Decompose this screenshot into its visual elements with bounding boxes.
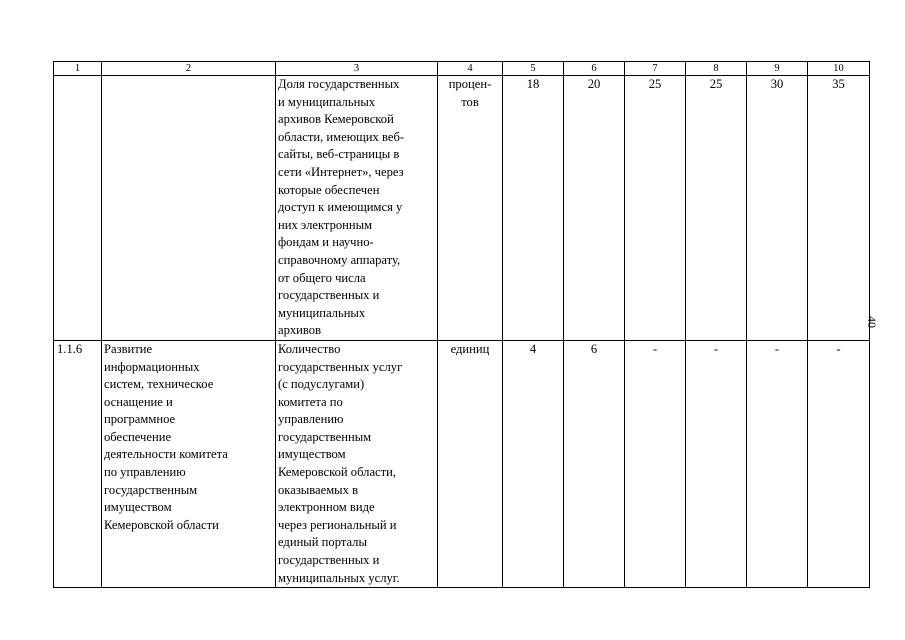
table-row: [54, 340, 870, 587]
row-number: [54, 76, 102, 341]
column-number: 7: [625, 62, 686, 76]
value-cell: 20: [564, 76, 625, 341]
measure-cell: [102, 76, 276, 341]
row-number: 1.1.6: [54, 340, 102, 587]
unit-cell: процен- тов: [438, 76, 503, 341]
value-cell: 25: [686, 76, 747, 341]
measure-cell: Развитие информационных систем, техническое оснащение и программное обеспечение деятельности комитета по управлению государственным имуществом Кемеровской области: [102, 340, 276, 587]
value-cell: -: [686, 340, 747, 587]
unit-cell: единиц: [438, 340, 503, 587]
indicator-cell: Количество государственных услуг (с подуслугами) комитета по управлению государственным имуществом Кемеровской области, оказываемых в электронном виде через региональный и единый порталы государственных и муниципальных услуг.: [276, 340, 438, 587]
column-number: 4: [438, 62, 503, 76]
table-row: [54, 76, 870, 341]
page-number: 40: [865, 316, 879, 328]
value-cell: -: [747, 340, 808, 587]
column-numbers-row: [54, 62, 870, 76]
value-cell: -: [808, 340, 870, 587]
value-cell: 18: [503, 76, 564, 341]
value-cell: 4: [503, 340, 564, 587]
column-number: 5: [503, 62, 564, 76]
value-cell: 6: [564, 340, 625, 587]
column-number: 10: [808, 62, 870, 76]
value-cell: 30: [747, 76, 808, 341]
column-number: 6: [564, 62, 625, 76]
column-number: 9: [747, 62, 808, 76]
column-number: 1: [54, 62, 102, 76]
column-number: 3: [276, 62, 438, 76]
indicators-table: [53, 61, 870, 588]
value-cell: -: [625, 340, 686, 587]
indicator-cell: Доля государственных и муниципальных архивов Кемеровской области, имеющих веб- сайты, веб-страницы в сети «Интернет», через которые обеспечен доступ к имеющимся у них электронным фондам и научно- справочному аппарату, от общего числа государственных и муниципальных архивов: [276, 76, 438, 341]
value-cell: 35: [808, 76, 870, 341]
column-number: 8: [686, 62, 747, 76]
column-number: 2: [102, 62, 276, 76]
value-cell: 25: [625, 76, 686, 341]
